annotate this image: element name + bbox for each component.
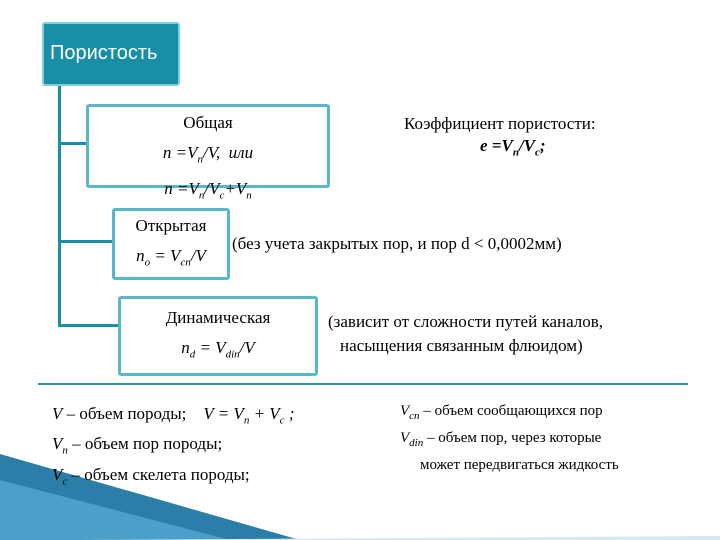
dynamic-note-line-2: насыщения связанным флюидом) (340, 336, 583, 355)
dynamic-note-line-1: (зависит от сложности путей каналов, (328, 312, 604, 331)
general-label: Общая (183, 113, 233, 132)
tree-connector-vertical (58, 86, 61, 326)
coefficient-label: Коэффициент пористости: (404, 114, 596, 133)
general-porosity-box (86, 104, 330, 202)
tree-branch-open (58, 240, 113, 243)
legend-left (52, 402, 294, 493)
open-label: Открытая (135, 216, 207, 235)
legend-left-line-2: $V_п$ – объем пор породы; (52, 434, 223, 457)
general-formula-1: $n =V_п/V$, или (162, 143, 254, 166)
divider-rule (38, 383, 688, 385)
legend-left-line-3: $V_с$ – объем скелета породы; (52, 464, 250, 488)
legend-right-line-3: может передвигаться жидкость (420, 457, 619, 473)
tree-branch-dynamic (58, 324, 118, 327)
open-note: (без учета закрытых пор, и пор d < 0,0002мм) (232, 234, 562, 253)
tree-branch-general (58, 142, 88, 145)
dynamic-porosity-box (118, 296, 318, 376)
legend-left-line-1: V – объем породы; $V = V_п + V_с$ ; (52, 404, 295, 427)
page-title: Пористость (42, 22, 180, 86)
general-formula-2: $n =V_п/V_с+V_п$ (164, 179, 252, 202)
legend-right-line-1: $V_{сп}$ – объем сообщающихся пор (400, 403, 603, 422)
coefficient-formula: $е =V_п/V_с$; (480, 136, 546, 159)
open-porosity-box (112, 208, 230, 280)
open-formula: $n_о = V_{сп}/V$ (136, 246, 206, 269)
dynamic-label: Динамическая (165, 308, 271, 327)
dynamic-formula: $n_d = V_{din}/V$ (181, 338, 255, 361)
legend-right-line-2: $V_{din}$ – объем пор, через которые (400, 430, 602, 449)
legend-right (400, 400, 619, 476)
